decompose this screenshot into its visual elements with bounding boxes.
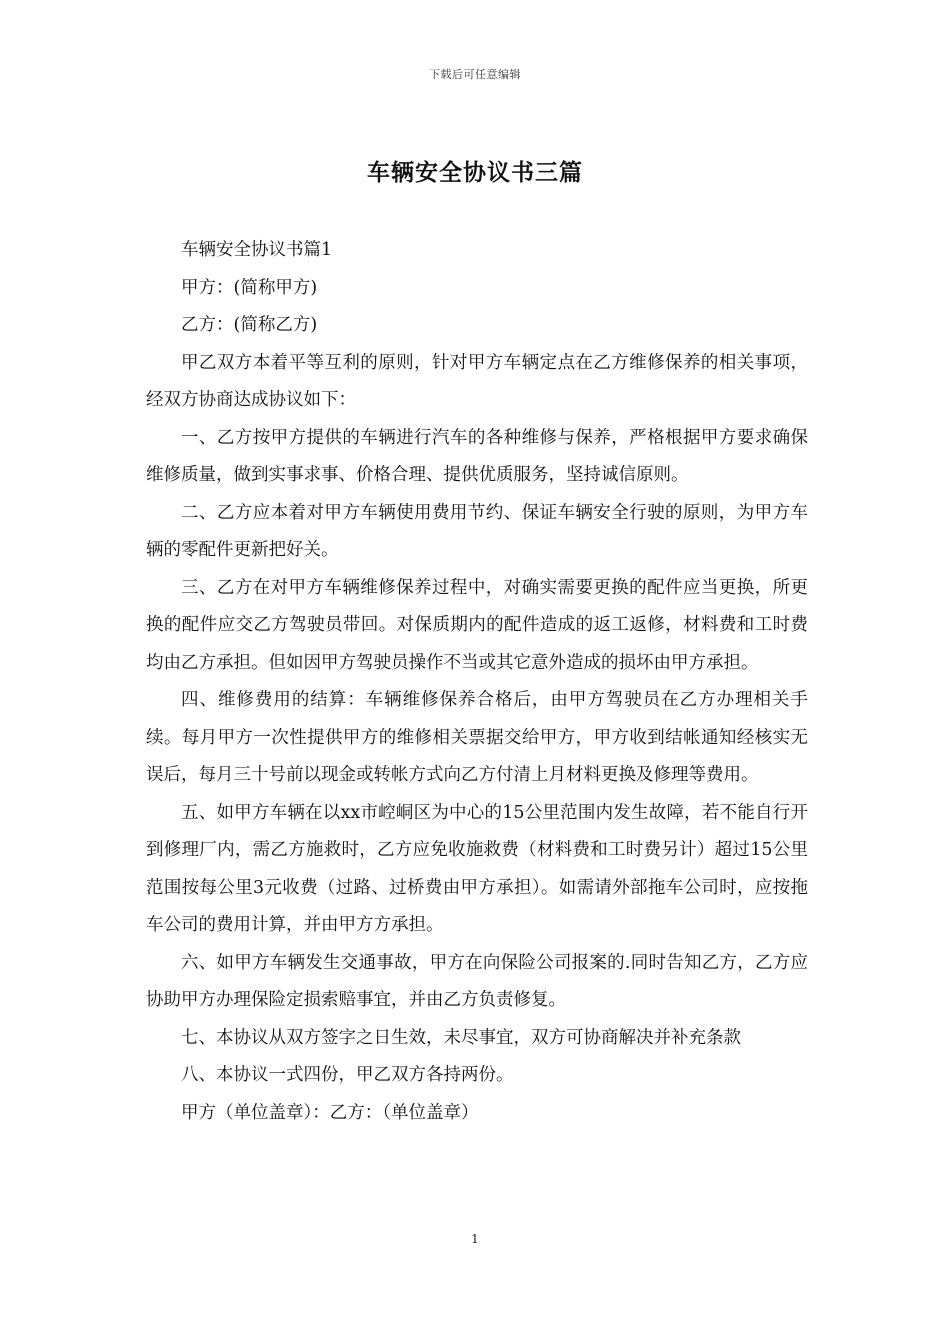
- clause-8: 八、本协议一式四份，甲乙双方各持两份。: [181, 1065, 514, 1085]
- preamble-paragraph: 甲乙双方本着平等互利的原则，针对甲方车辆定点在乙方维修保养的相关事项，经双方协商达成协议如下：: [146, 352, 808, 410]
- clause-3: 三、乙方在对甲方车辆维修保养过程中，对确实需要更换的配件应当更换，所更换的配件应交乙方驾驶员带回。对保质期内的配件造成的返工返修，材料费和工时费均由乙方承担。但如因甲方驾驶员操作不当或其它意外造成的损坏由甲方承担。: [146, 577, 808, 673]
- clause-2: 二、乙方应本着对甲方车辆使用费用节约、保证车辆安全行驶的原则，为甲方车辆的零配件更新把好关。: [146, 502, 808, 560]
- signature-line: 甲方（单位盖章）：乙方：（单位盖章）: [181, 1102, 479, 1123]
- document-body: [146, 232, 808, 1132]
- clause-5: 五、如甲方车辆在以xx市崆峒区为中心的15公里范围内发生故障，若不能自行开到修理厂内，需乙方施救时，乙方应免收施救费（材料费和工时费另计）超过15公里范围按每公里3元收费（过路、过桥费由甲方承担）。如需请外部拖车公司时，应按拖车公司的费用计算，并由甲方方承担。: [146, 802, 808, 935]
- clause-4: 四、维修费用的结算：车辆维修保养合格后，由甲方驾驶员在乙方办理相关手续。每月甲方一次性提供甲方的维修相关票据交给甲方，甲方收到结帐通知经核实无误后，每月三十号前以现金或转帐方式向乙方付清上月材料更换及修理等费用。: [146, 690, 808, 785]
- clause-6: 六、如甲方车辆发生交通事故，甲方在向保险公司报案的.同时告知乙方，乙方应协助甲方办理保险定损索赔事宜，并由乙方负责修复。: [146, 952, 808, 1010]
- section-heading: 车辆安全协议书篇1: [181, 240, 333, 260]
- party-b-line: 乙方：(简称乙方): [181, 315, 318, 335]
- clause-7: 七、本协议从双方签字之日生效，未尽事宜，双方可协商解决并补充条款: [181, 1027, 741, 1048]
- party-a-line: 甲方：(简称甲方): [181, 277, 318, 298]
- clause-1: 一、乙方按甲方提供的车辆进行汽车的各种维修与保养，严格根据甲方要求确保维修质量，做到实事求事、价格合理、提供优质服务，坚持诚信原则。: [146, 427, 808, 485]
- document-title: 车辆安全协议书三篇: [367, 159, 583, 186]
- page-number: 1: [471, 1232, 479, 1246]
- page-header: 下载后可任意编辑: [429, 68, 521, 81]
